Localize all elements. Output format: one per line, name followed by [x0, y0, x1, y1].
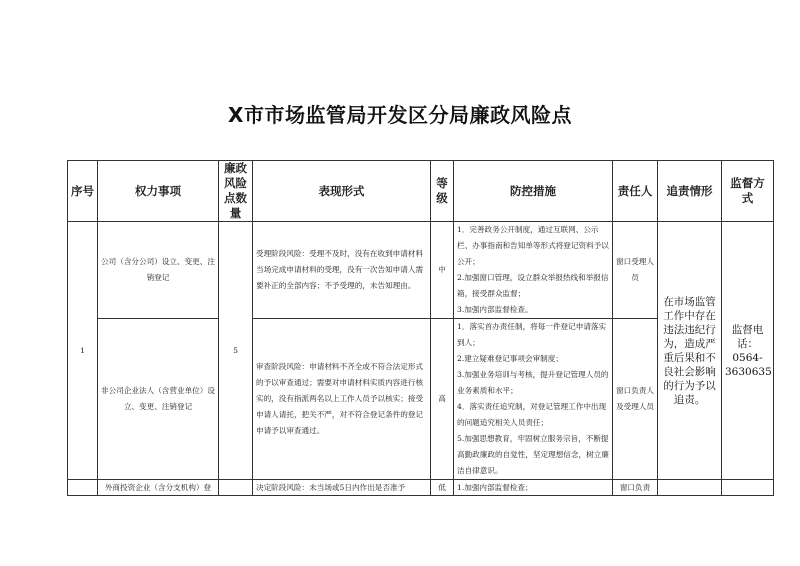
level-cell: 中 — [431, 222, 454, 319]
measures-cell — [454, 480, 613, 496]
supervision-cell: 监督电话：0564-3630635 — [722, 222, 774, 480]
measure-item: 1.加强内部监督检查； — [457, 482, 533, 492]
measure-item: 5.加强思想教育，牢固树立服务宗旨，不断提高勤政廉政的自觉性，坚定理想信念，树立廉洁自律意识。 — [457, 434, 609, 475]
header-level: 等级 — [431, 161, 454, 222]
form-cell: 决定阶段风险：未当场或5日内作出是否准予 — [253, 480, 431, 496]
measure-item: 2.加强窗口管理，设立群众举报热线和举报信箱，接受群众监督； — [457, 273, 609, 298]
header-item: 权力事项 — [98, 161, 219, 222]
measure-item: 1．完善政务公开制度，通过互联网、公示栏、办事指南和告知单等形式将登记资料予以公开； — [457, 225, 609, 266]
header-form: 表现形式 — [253, 161, 431, 222]
person-cell: 窗口受理人员 — [613, 222, 658, 319]
page-title: X市市场监管局开发区分局廉政风险点 — [228, 103, 572, 127]
measure-item: 1．落实首办责任制，将每一件登记申请落实到人； — [457, 322, 607, 347]
level-cell: 高 — [431, 319, 454, 480]
measures-cell — [454, 222, 613, 319]
risk-count-cell: 5 — [219, 222, 253, 480]
person-cell: 窗口负责 — [613, 480, 658, 496]
header-seq: 序号 — [68, 161, 98, 222]
item-cell: 公司（含分公司）设立、变更、注销登记 — [98, 222, 219, 319]
measures-cell — [454, 319, 613, 480]
header-risk-count: 廉政风险点数量 — [219, 161, 253, 222]
header-measures: 防控措施 — [454, 161, 613, 222]
header-accountability: 追责情形 — [658, 161, 722, 222]
seq-cell: 1 — [68, 222, 98, 480]
accountability-cell-empty — [658, 480, 722, 496]
measure-item: 3.加强业务培训与考核，提升登记管理人员的业务素质和水平； — [457, 370, 609, 395]
item-cell: 非公司企业法人（含营业单位）设立、变更、注销登记 — [98, 319, 219, 480]
table-row — [68, 222, 774, 319]
supervision-cell-empty — [722, 480, 774, 496]
risk-count-cell — [219, 480, 253, 496]
accountability-cell: 在市场监管工作中存在违法违纪行为，造成严重后果和不良社会影响的行为予以追责。 — [658, 222, 722, 480]
table-row — [68, 480, 774, 496]
seq-cell — [68, 480, 98, 496]
item-cell: 外商投资企业（含分支机构）登 — [98, 480, 219, 496]
level-cell: 低 — [431, 480, 454, 496]
person-cell: 窗口负责人及受理人员 — [613, 319, 658, 480]
measure-item: 2.建立疑难登记事项会审制度； — [457, 354, 563, 363]
risk-table — [67, 160, 774, 496]
form-cell: 受理阶段风险：受理不及时，没有在收到申请材料当场完成申请材料的受理，没有一次告知申请人需要补正的全部内容；不予受理的，未告知理由。 — [253, 222, 431, 319]
measure-item: 3.加强内部监督检查。 — [457, 305, 533, 314]
header-supervision: 监督方式 — [722, 161, 774, 222]
header-row — [68, 161, 774, 222]
measure-item: 4．落实责任追究制，对登记管理工作中出现的问题追究相关人员责任； — [457, 402, 607, 427]
header-person: 责任人 — [613, 161, 658, 222]
form-cell: 审查阶段风险：申请材料不齐全或不符合法定形式的予以审查通过；需要对申请材料实质内容进行核实的，没有指派两名以上工作人员予以核实；接受申请人请托，把关不严，对不符合登记条件的登记申请予以审查通过。 — [253, 319, 431, 480]
